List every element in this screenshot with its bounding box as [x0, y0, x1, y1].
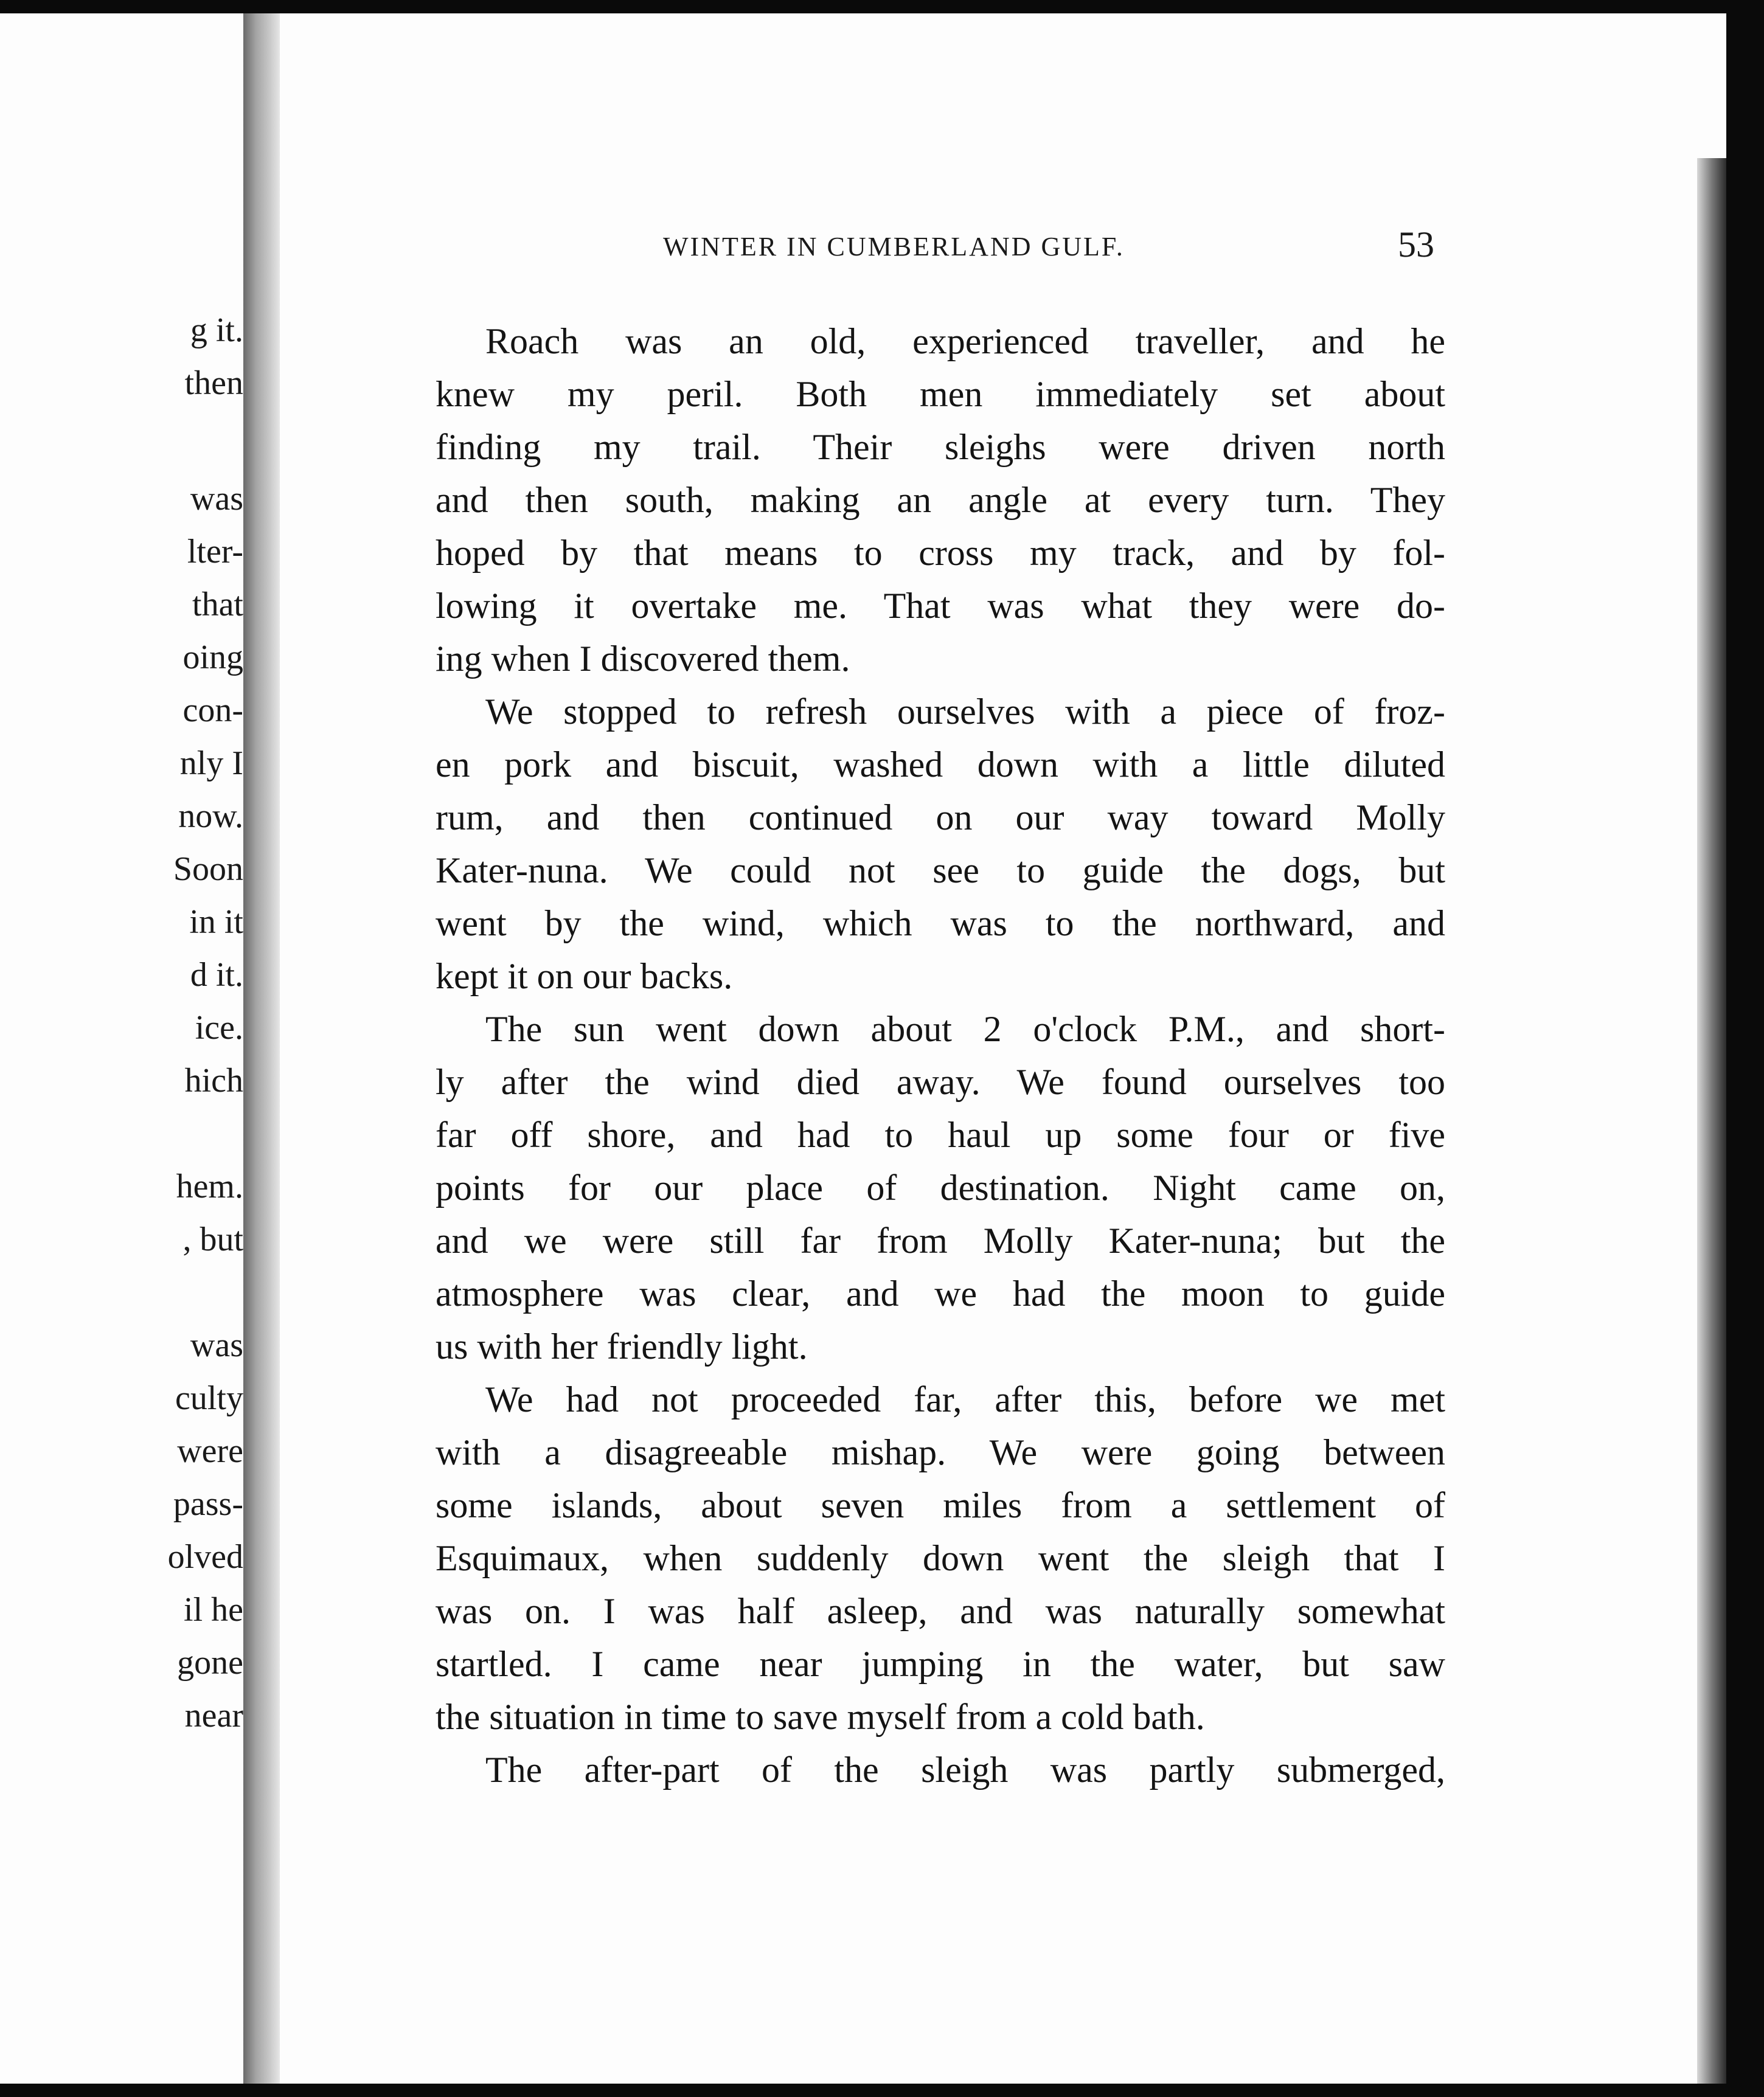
previous-page-line: oing	[182, 639, 243, 676]
scan-border-top	[0, 0, 1764, 13]
previous-page-line: now.	[178, 797, 243, 835]
text-line: and we were still far from Molly Kater-nuna; but the	[436, 1221, 1445, 1261]
previous-page-line: nly I	[179, 744, 243, 782]
previous-page-line: il he	[184, 1591, 243, 1629]
text-line: went by the wind, which was to the northward, and	[436, 903, 1445, 943]
text-line: startled. I came near jumping in the water, but saw	[436, 1644, 1445, 1684]
text-line: ly after the wind died away. We found ourselves too	[436, 1062, 1445, 1102]
previous-page-line: hich	[184, 1062, 243, 1100]
previous-page-line: lter-	[187, 533, 243, 570]
text-line: The sun went down about 2 o'clock P.M., and short-	[485, 1009, 1445, 1049]
text-line: points for our place of destination. Night came on,	[436, 1168, 1445, 1208]
page-number: 53	[1398, 224, 1434, 265]
text-line: We had not proceeded far, after this, before we met	[485, 1379, 1445, 1419]
book-gutter	[243, 13, 280, 2084]
previous-page-line: hem.	[176, 1168, 243, 1205]
text-line: ing when I discovered them.	[436, 639, 850, 679]
text-line: Kater-nuna. We could not see to guide the dogs, but	[436, 850, 1445, 890]
text-line: The after-part of the sleigh was partly submerged,	[485, 1750, 1445, 1790]
previous-page-line: Soon	[173, 850, 243, 888]
previous-page-line: ice.	[195, 1009, 243, 1047]
previous-page-line: then	[184, 364, 243, 402]
scan-border-bottom	[0, 2084, 1764, 2097]
text-line: finding my trail. Their sleighs were driven north	[436, 427, 1445, 467]
previous-page-line: was	[190, 1326, 243, 1364]
previous-page-line: pass-	[173, 1485, 243, 1523]
previous-page-line: were	[177, 1432, 243, 1470]
previous-page-line: that	[192, 586, 243, 623]
previous-page-line: culty	[175, 1379, 243, 1417]
previous-page-line: d it.	[190, 956, 243, 994]
text-line: atmosphere was clear, and we had the moon to guide	[436, 1274, 1445, 1314]
previous-page-line: near	[184, 1697, 243, 1735]
text-line: We stopped to refresh ourselves with a piece of froz-	[485, 691, 1445, 732]
text-line: far off shore, and had to haul up some four or five	[436, 1115, 1445, 1155]
text-line: was on. I was half asleep, and was naturally somewhat	[436, 1591, 1445, 1631]
previous-page-line: olved	[167, 1538, 243, 1576]
previous-page-line: gone	[177, 1644, 243, 1682]
previous-page-line: was	[190, 480, 243, 518]
text-line: us with her friendly light.	[436, 1326, 808, 1367]
text-line: with a disagreeable mishap. We were going between	[436, 1432, 1445, 1472]
body-text	[436, 315, 1445, 1797]
page-edge-shadow	[1697, 158, 1726, 2084]
text-line: rum, and then continued on our way toward Molly	[436, 797, 1445, 837]
previous-page-fragment	[0, 13, 243, 2084]
text-line: the situation in time to save myself from a cold bath.	[436, 1697, 1205, 1737]
text-line: kept it on our backs.	[436, 956, 733, 996]
text-line: en pork and biscuit, washed down with a little diluted	[436, 744, 1445, 785]
text-line: lowing it overtake me. That was what they were do-	[436, 586, 1445, 626]
previous-page-line: g it.	[190, 311, 243, 349]
previous-page-line: , but	[182, 1221, 243, 1258]
text-line: some islands, about seven miles from a settlement of	[436, 1485, 1445, 1525]
text-line: knew my peril. Both men immediately set about	[436, 374, 1445, 414]
scan-border-right	[1726, 0, 1764, 2097]
text-line: Roach was an old, experienced traveller, and he	[485, 321, 1445, 361]
text-line: Esquimaux, when suddenly down went the sleigh that I	[436, 1538, 1445, 1578]
previous-page-line: con-	[182, 691, 243, 729]
previous-page-line: in it	[189, 903, 243, 941]
running-head: WINTER IN CUMBERLAND GULF.	[663, 232, 1125, 262]
text-line: hoped by that means to cross my track, and by fol-	[436, 533, 1445, 573]
text-line: and then south, making an angle at every turn. They	[436, 480, 1445, 520]
